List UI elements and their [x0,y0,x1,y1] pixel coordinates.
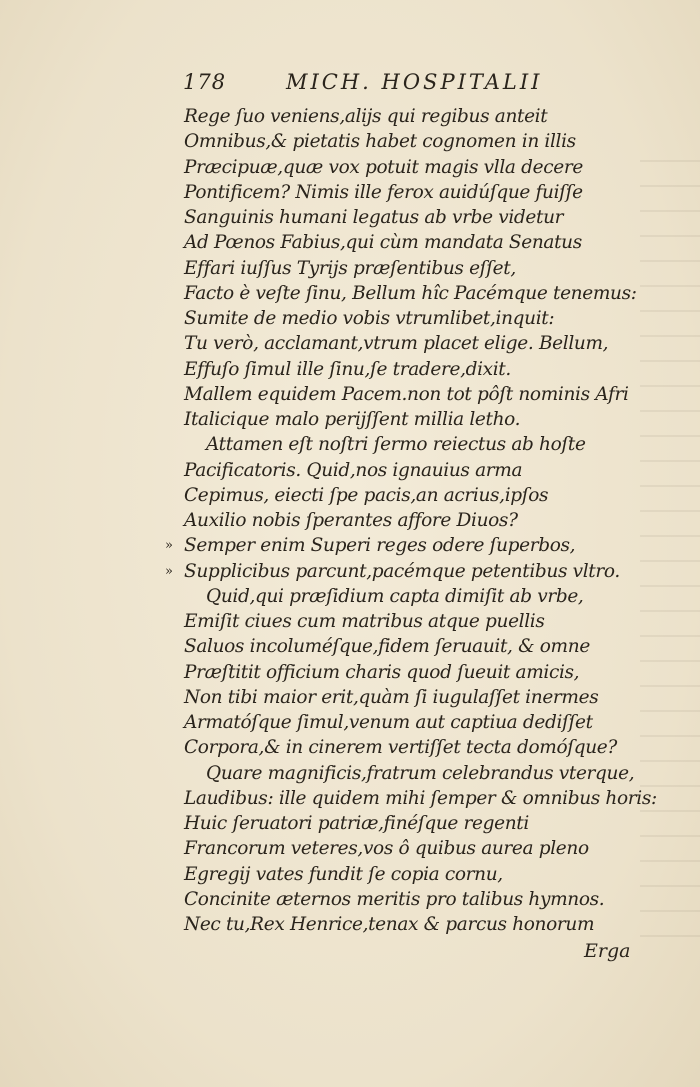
verse-text: Italicique malo perijſſent millia letho. [184,409,521,430]
verse-text: Pontificem? Nimis ille ferox auidúſque fuiſſe [184,181,583,203]
verse-line [184,432,644,457]
verse-line [184,735,644,760]
verse-line [184,104,644,129]
verse-text: Laudibus: ille quidem mihi ſemper & omnibus horis: [184,787,657,809]
verse-line [165,559,644,584]
verse-text: Francorum veteres,vos ô quibus aurea pleno [184,838,589,860]
verse-line [184,407,644,432]
verse-text: Sumite de medio vobis vtrumlibet,inquit: [184,308,555,329]
verse-text: Semper enim Superi reges odere ſuperbos, [184,535,576,557]
verse-line [184,205,644,230]
verse-text: Mallem equidem Pacem.non tot pôſt nominis Afri [184,383,629,405]
verse-line [184,508,644,533]
verse-line [184,155,644,180]
verse-text: Pacificatoris. Quid,nos ignauius arma [184,459,523,481]
verse-line [184,331,644,356]
verse-line [184,281,644,306]
verse-line [184,862,644,887]
catchword: Erga [584,940,631,962]
verse-line [184,609,644,634]
verse-line [184,382,644,407]
verse-text: Præſtitit officium charis quod ſueuit amicis, [184,661,580,683]
verse-line [184,887,644,912]
verse-line [184,180,644,205]
verse-line [184,786,657,811]
verse-line [184,710,644,735]
verse-text: Emiſit ciues cum matribus atque puellis [184,611,545,632]
verse-line [165,533,644,558]
verse-text: Saluos incoluméſque,fidem ſeruauit, & omne [184,636,590,658]
show-through [640,160,700,940]
verse-line [184,306,644,331]
verse-line [184,811,644,836]
verse-line [184,761,644,786]
verse-text: Supplicibus parcunt,pacémque petentibus vltro. [184,560,620,582]
verse-text: Facto è veſte ſinu, Bellum hîc Pacémque tenemus: [184,282,637,304]
page-header [183,70,583,100]
verse-text: Effuſo ſimul ille ſinu,ſe tradere,dixit. [184,358,511,380]
verse-line [184,458,644,483]
poem-text [165,104,657,937]
verse-text: Ad Pœnos Fabius,qui cùm mandata Senatus [184,232,582,254]
quotation-mark: » [165,538,173,554]
verse-line [184,230,644,255]
verse-line [184,256,644,281]
quotation-mark: » [165,563,173,579]
verse-text: Effari iuſſus Tyrijs præſentibus eſſet, [184,257,516,279]
page-number: 178 [183,70,227,94]
verse-text: Concinite æternos meritis pro talibus hymnos. [184,888,605,910]
verse-line [184,357,644,382]
verse-text: Omnibus,& pietatis habet cognomen in illis [184,131,576,153]
verse-text: Tu verò, acclamant,vtrum placet elige. Bellum, [184,333,609,355]
verse-text: Quid,qui præſidium capta dimiſit ab vrbe, [206,585,584,607]
verse-line [184,836,644,861]
verse-line [184,634,644,659]
verse-text: Præcipuæ,quæ vox potuit magis vlla decere [184,156,583,178]
verse-text: Auxilio nobis ſperantes affore Diuos? [184,510,518,531]
verse-line [184,584,644,609]
verse-line [184,685,644,710]
verse-line [184,483,644,508]
verse-text: Corpora,& in cinerem vertiſſet tecta domóſque? [184,737,617,759]
verse-text: Attamen eſt noſtri ſermo reiectus ab hoſte [206,434,586,456]
verse-line [184,129,644,154]
verse-text: Armatóſque ſimul,venum aut captiua dediſſet [184,712,593,733]
verse-text: Egregij vates fundit ſe copia cornu, [184,863,503,885]
verse-line [184,660,644,685]
verse-text: Rege ſuo veniens,alijs qui regibus anteit [184,106,548,127]
verse-text: Cepimus, eiecti ſpe pacis,an acrius,ipſos [184,484,549,506]
verse-text: Nec tu,Rex Henrice,tenax & parcus honorum [184,914,595,935]
verse-text: Non tibi maior erit,quàm ſi iugulaſſet inermes [184,686,599,708]
verse-line [184,912,644,937]
verse-text: Huic ſeruatori patriæ,finéſque regenti [184,813,529,834]
running-head: MICH. HOSPITALII [286,70,543,94]
verse-text: Sanguinis humani legatus ab vrbe videtur [184,207,564,228]
verse-text: Quare magnificis,fratrum celebrandus vterque, [206,762,635,784]
